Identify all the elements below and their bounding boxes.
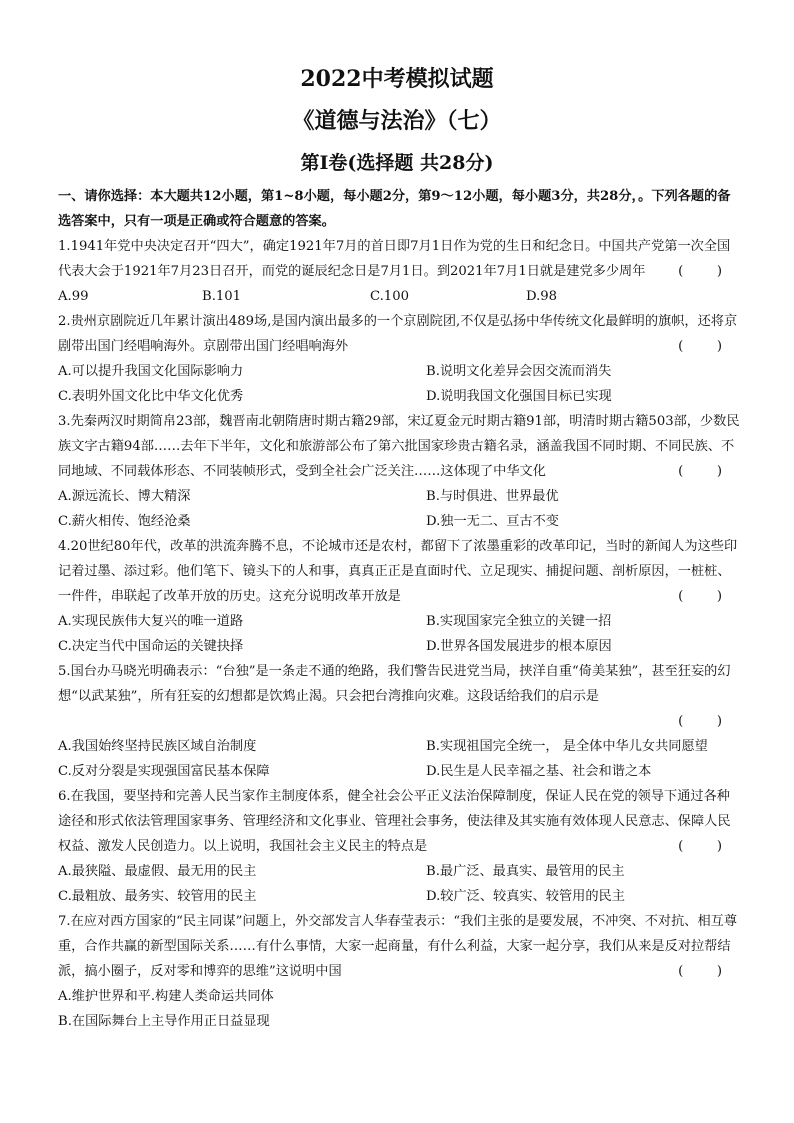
- question-6-option-a[interactable]: A.最狭隘、最虚假、最无用的民主: [58, 864, 257, 879]
- question-2: [58, 309, 742, 409]
- question-5-option-b[interactable]: B.实现祖国完全统一， 是全体中华儿女共同愿望: [426, 739, 708, 754]
- question-5-options-row-1: [58, 734, 742, 759]
- question-1-option-b[interactable]: B.101: [202, 289, 242, 304]
- question-1-stem: 1941年党中央决定召开“四大”，确定1921年7月的首日即7月1日作为党的生日和纪念日。中国共产党第一次全国代表大会于1921年7月23日召开，而党的诞辰纪念日是7月1日。到2021年7月1日就是建党多少周年: [58, 239, 731, 279]
- question-1-options: [58, 284, 742, 309]
- question-7-option-b[interactable]: B.在国际舞台上主导作用正日益显现: [58, 1014, 270, 1029]
- exam-content: [58, 184, 742, 1034]
- question-5-stem: 国台办马晓光明确表示：“台独”是一条走不通的绝路，我们警告民进党当局，挟洋自重“倚美某独”，甚至狂妄的幻想“以武某独”，所有狂妄的幻想都是饮鸩止渴。只会把台湾推向灾难。这段话给我们的启示是: [58, 664, 731, 704]
- question-1-option-c[interactable]: C.100: [370, 289, 409, 304]
- exam-part-heading: 第Ⅰ卷(选择题 共28分): [300, 152, 494, 174]
- section-instruction: 一、请你选择：本大题共12小题，第1~8小题，每小题2分，第9～12小题，每小题3分，共28分，。下列各题的备选答案中，只有一项是正确或符合题意的答案。: [58, 189, 731, 229]
- question-5-option-c[interactable]: C.反对分裂是实现强国富民基本保障: [58, 764, 270, 779]
- question-3-option-c[interactable]: C.薪火相传、饱经沧桑: [58, 514, 191, 529]
- question-6-number: 6.: [58, 789, 71, 804]
- question-4-option-a[interactable]: A.实现民族伟大复兴的唯一道路: [58, 614, 244, 629]
- question-5: [58, 659, 742, 784]
- question-5-options-row-2: [58, 759, 742, 784]
- question-4-options-row-1: [58, 609, 742, 634]
- question-1-option-a[interactable]: A.99: [58, 289, 89, 304]
- exam-subject: 《道德与法治》（七）: [292, 108, 502, 134]
- answer-blank-5[interactable]: ( ): [678, 714, 722, 729]
- question-1: [58, 234, 742, 309]
- exam-title: 2022中考模拟试题: [300, 66, 494, 92]
- question-4-stem: 20世纪80年代，改革的洪流奔腾不息，不论城市还是农村，都留下了浓墨重彩的改革印记，当时的新闻人为这些印记着过墨、添过彩。他们笔下、镜头下的人和事，真真正正是直面时代、立足现实、捕捉问题、剖析原因，一桩桩、一件件，串联起了改革开放的历史。这充分说明改革开放是: [58, 539, 738, 604]
- question-3-option-a[interactable]: A.源远流长、博大精深: [58, 489, 191, 504]
- question-2-stem: 贵州京剧院近几年累计演出489场,是国内演出最多的一个京剧院团,不仅是弘扬中华传统文化最鲜明的旗帜，还将京剧带出国门经唱响海外。京剧带出国门经唱响海外: [58, 314, 738, 354]
- question-7: [58, 909, 742, 1034]
- question-6: [58, 784, 742, 909]
- question-2-option-d[interactable]: D.说明我国文化强国目标已实现: [426, 389, 612, 404]
- question-3-option-b[interactable]: B.与时俱进、世界最优: [426, 489, 559, 504]
- question-2-number: 2.: [58, 314, 71, 329]
- answer-blank-6[interactable]: ( ): [678, 839, 722, 854]
- question-2-option-a[interactable]: A.可以提升我国文化国际影响力: [58, 364, 244, 379]
- question-4-option-d[interactable]: D.世界各国发展进步的根本原因: [426, 639, 612, 654]
- question-6-option-d[interactable]: D.较广泛、较真实、较管用的民主: [426, 889, 625, 904]
- question-3-number: 3.: [58, 414, 71, 429]
- question-3-stem: 先秦两汉时期简帛23部，魏晋南北朝隋唐时期古籍29部，宋辽夏金元时期古籍91部，明清时期古籍503部，少数民族文字古籍94部……去年下半年，文化和旅游部公布了第六批国家珍贵古籍名录，涵盖我国不同时期、不同民族、不同地域、不同载体形态、不同装帧形式，受到全社会广泛关注……这体现了中华文化: [58, 414, 740, 479]
- answer-blank-1[interactable]: ( ): [678, 264, 722, 279]
- question-2-option-c[interactable]: C.表明外国文化比中华文化优秀: [58, 389, 244, 404]
- question-2-options-row-2: [58, 384, 742, 409]
- question-6-option-b[interactable]: B.最广泛、最真实、最管用的民主: [426, 864, 625, 879]
- question-1-option-d[interactable]: D.98: [526, 289, 558, 304]
- question-3-options-row-1: [58, 484, 742, 509]
- question-6-stem: 在我国，要坚持和完善人民当家作主制度体系，健全社会公平正义法治保障制度，保证人民在党的领导下通过各种途径和形式依法管理国家事务、管理经济和文化事业、管理社会事务，使法律及其实施有效体现人民意志、保障人民权益、激发人民创造力。以上说明，我国社会主义民主的特点是: [58, 789, 731, 854]
- question-1-number: 1.: [58, 239, 71, 254]
- answer-blank-4[interactable]: ( ): [678, 589, 722, 604]
- question-7-stem: 在应对西方国家的“民主同谋”问题上，外交部发言人华春莹表示：“我们主张的是要发展，不冲突、不对抗、相互尊重，合作共赢的新型国际关系……有什么事情，大家一起商量，有什么利益，大家一起分享，我们从来是反对拉帮结派，搞小圈子，反对零和博弈的思维”这说明中国: [58, 914, 738, 979]
- question-2-option-b[interactable]: B.说明文化差异会因交流而消失: [426, 364, 612, 379]
- question-6-option-c[interactable]: C.最粗放、最务实、较管用的民主: [58, 889, 257, 904]
- question-2-options-row-1: [58, 359, 742, 384]
- question-4-option-b[interactable]: B.实现国家完全独立的关键一招: [426, 614, 612, 629]
- answer-blank-2[interactable]: ( ): [678, 339, 722, 354]
- question-5-option-a[interactable]: A.我国始终坚持民族区域自治制度: [58, 739, 257, 754]
- question-7-option-a[interactable]: A.维护世界和平.构建人类命运共同体: [58, 989, 274, 1004]
- answer-blank-7[interactable]: ( ): [678, 964, 722, 979]
- question-4-option-c[interactable]: C.决定当代中国命运的关键抉择: [58, 639, 244, 654]
- question-4: [58, 534, 742, 659]
- question-5-number: 5.: [58, 664, 71, 679]
- question-3: [58, 409, 742, 534]
- question-7-number: 7.: [58, 914, 71, 929]
- question-4-number: 4.: [58, 539, 71, 554]
- question-6-options-row-1: [58, 859, 742, 884]
- answer-blank-3[interactable]: ( ): [678, 464, 722, 479]
- question-6-options-row-2: [58, 884, 742, 909]
- question-3-options-row-2: [58, 509, 742, 534]
- question-5-option-d[interactable]: D.民生是人民幸福之基、社会和谐之本: [426, 764, 652, 779]
- question-3-option-d[interactable]: D.独一无二、亘古不变: [426, 514, 559, 529]
- question-4-options-row-2: [58, 634, 742, 659]
- answer-line-5: [58, 709, 742, 734]
